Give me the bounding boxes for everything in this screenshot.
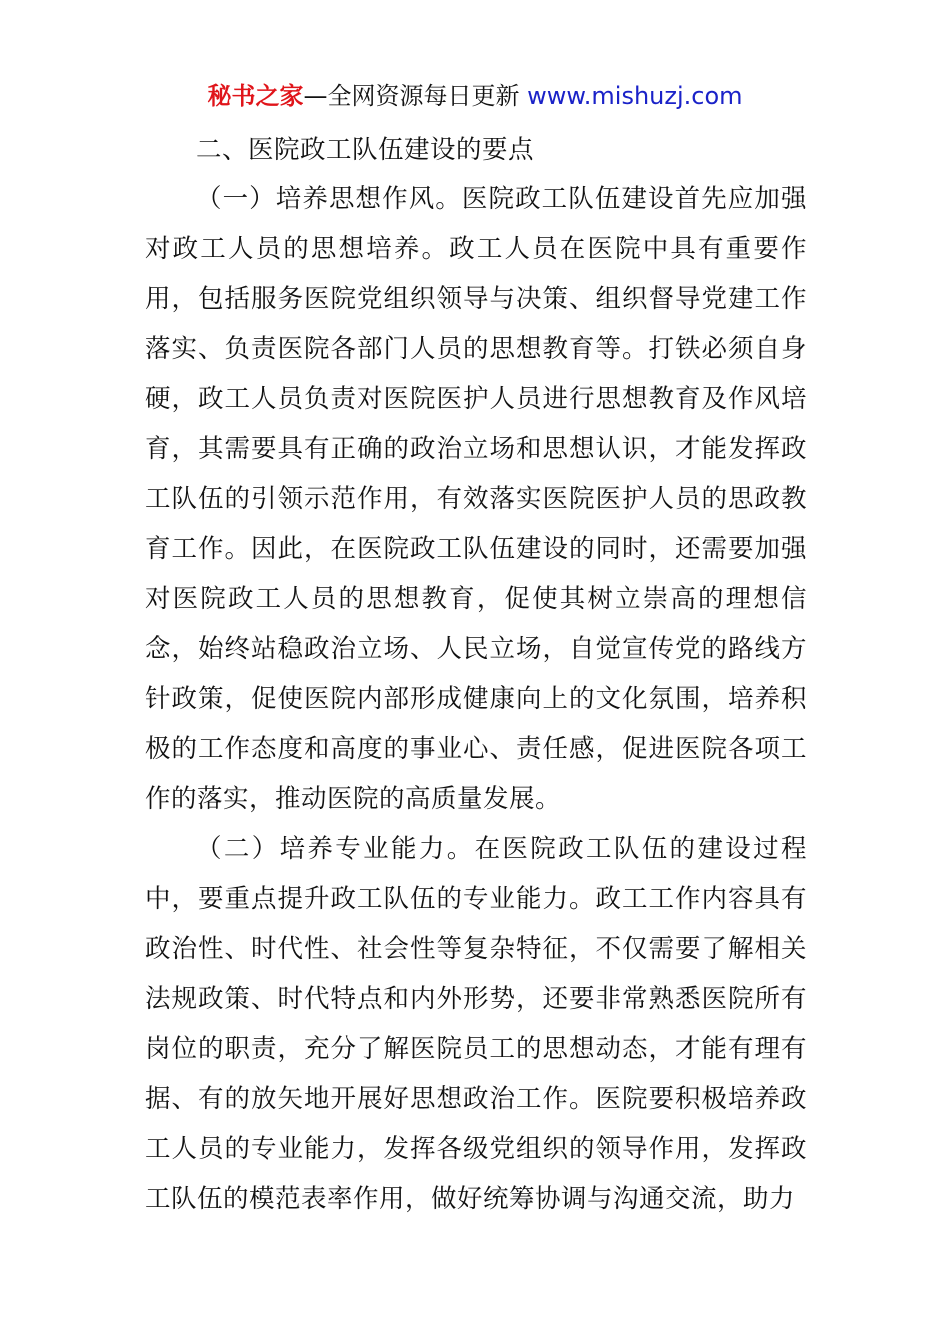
site-url-link[interactable]: www.mishuzj.com — [527, 82, 743, 110]
site-header — [0, 80, 950, 112]
site-tagline: —全网资源每日更新 — [303, 82, 528, 110]
paragraph-2: （二）培养专业能力。在医院政工队伍的建设过程中，要重点提升政工队伍的专业能力。政工工作内容具有政治性、时代性、社会性等复杂特征，不仅需要了解相关法规政策、时代特点和内外形势，还要非常熟悉医院所有岗位的职责，充分了解医院员工的思想动态，才能有理有据、有的放矢地开展好思想政治工作。医院要积极培养政工人员的专业能力，发挥各级党组织的领导作用，发挥政工队伍的模范表率作用，做好统筹协调与沟通交流，助力 — [145, 834, 807, 1214]
site-brand: 秘书之家 — [207, 82, 304, 110]
document-body — [145, 126, 807, 1224]
paragraph-1: （一）培养思想作风。医院政工队伍建设首先应加强对政工人员的思想培养。政工人员在医院中具有重要作用，包括服务医院党组织领导与决策、组织督导党建工作落实、负责医院各部门人员的思想教育等。打铁必须自身硬，政工人员负责对医院医护人员进行思想教育及作风培育，其需要具有正确的政治立场和思想认识，才能发挥政工队伍的引领示范作用，有效落实医院医护人员的思政教育工作。因此，在医院政工队伍建设的同时，还需要加强对医院政工人员的思想教育，促使其树立崇高的理想信念，始终站稳政治立场、人民立场，自觉宣传党的路线方针政策，促使医院内部形成健康向上的文化氛围，培养积极的工作态度和高度的事业心、责任感，促进医院各项工作的落实，推动医院的高质量发展。 — [145, 184, 807, 814]
section-heading: 二、医院政工队伍建设的要点 — [196, 135, 535, 165]
